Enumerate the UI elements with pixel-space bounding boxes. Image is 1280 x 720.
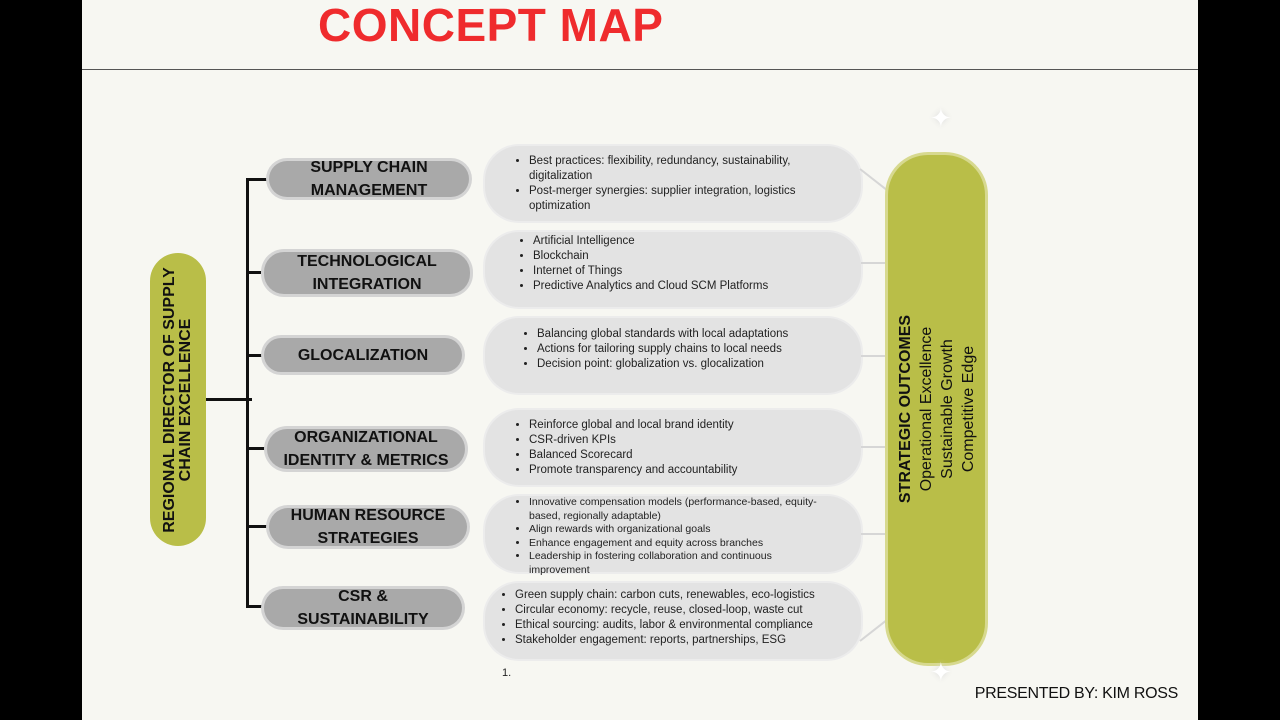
outcome-connector	[859, 618, 889, 642]
branch-tick-6	[246, 605, 264, 608]
list-item: • Decision point: globalization vs. glocalization	[537, 357, 861, 372]
footnote: 1.	[502, 667, 512, 679]
detail-box-csr-sustainability	[485, 583, 861, 659]
branch-tick-5	[246, 525, 270, 528]
bullet-list	[485, 232, 861, 294]
list-item: • Innovative compensation models (performance-based, equity-based, regionally adaptable)	[529, 496, 821, 523]
branch-label-line: STRATEGIES	[317, 530, 419, 547]
detail-box-glocalization	[485, 318, 861, 393]
root-node	[150, 253, 206, 546]
presenter-credit: PRESENTED BY: KIM ROSS	[974, 685, 1178, 702]
list-item: • Reinforce global and local brand identity	[529, 418, 861, 433]
bullet-list	[485, 583, 861, 648]
branch-pill-human-resource-strategies	[269, 508, 467, 546]
branch-label-line: IDENTITY & METRICS	[283, 452, 449, 469]
bullet-list	[485, 410, 861, 478]
branch-label-line: ORGANIZATIONAL	[294, 429, 438, 446]
list-item: • Circular economy: recycle, reuse, closed-loop, waste cut	[515, 603, 861, 618]
list-item: • Leadership in fostering collaboration and continuous improvement	[529, 550, 821, 577]
branch-label-line: MANAGEMENT	[310, 182, 428, 199]
outcomes-heading: STRATEGIC OUTCOMES	[896, 314, 914, 504]
detail-box-organizational-identity	[485, 410, 861, 485]
list-item: • Balanced Scorecard	[529, 448, 861, 463]
list-item: • Post-merger synergies: supplier integration, logistics optimization	[529, 184, 827, 214]
bullet-list	[485, 318, 861, 372]
slide	[82, 0, 1198, 720]
root-label: REGIONAL DIRECTOR OF SUPPLY CHAIN EXCELLENCE	[161, 266, 194, 533]
sparkle-icon: ✦	[930, 657, 952, 687]
detail-box-supply-chain-management	[485, 146, 861, 221]
title-divider	[82, 69, 1198, 70]
sparkle-icon: ✦	[930, 103, 952, 133]
list-item: • Green supply chain: carbon cuts, renewables, eco-logistics	[515, 588, 861, 603]
branch-tick-1	[246, 178, 270, 181]
branch-spine	[246, 178, 249, 606]
outcome-connector	[861, 262, 889, 264]
list-item: • Internet of Things	[533, 264, 861, 279]
detail-box-human-resource-strategies	[485, 496, 861, 576]
detail-box-technological-integration	[485, 232, 861, 307]
list-item: • Enhance engagement and equity across branches	[529, 537, 821, 551]
list-item: • Best practices: flexibility, redundancy, sustainability, digitalization	[529, 154, 827, 184]
branch-label-line: INTEGRATION	[312, 276, 422, 293]
branch-label-line: HUMAN RESOURCE	[290, 507, 446, 524]
branch-pill-csr-sustainability	[264, 589, 462, 627]
bullet-list	[485, 496, 861, 577]
branch-label-line: SUPPLY CHAIN	[310, 159, 428, 176]
branch-label-line: SUSTAINABILITY	[297, 611, 429, 628]
outcome-connector	[861, 446, 889, 448]
branch-label-line: TECHNOLOGICAL	[297, 253, 437, 270]
strategic-outcomes-text	[895, 229, 979, 589]
branch-tick-4	[246, 447, 268, 450]
branch-pill-organizational-identity	[267, 429, 465, 469]
bullet-list	[485, 146, 861, 214]
outcome-connector	[861, 355, 889, 357]
branch-tick-2	[246, 271, 264, 274]
list-item: • Balancing global standards with local adaptations	[537, 327, 861, 342]
list-item: • Blockchain	[533, 249, 861, 264]
list-item: • Ethical sourcing: audits, labor & environmental compliance	[515, 618, 861, 633]
list-item: • CSR-driven KPIs	[529, 433, 861, 448]
list-item: • Predictive Analytics and Cloud SCM Platforms	[533, 279, 861, 294]
list-item: • Stakeholder engagement: reports, partnerships, ESG	[515, 633, 861, 648]
page-title: CONCEPT MAP	[318, 0, 664, 51]
strategic-outcomes-node	[888, 155, 985, 663]
outcome-item: Sustainable Growth	[938, 339, 956, 479]
branch-pill-technological-integration	[264, 252, 470, 294]
branch-pill-supply-chain-management	[269, 161, 469, 197]
branch-label-line: GLOCALIZATION	[297, 346, 429, 364]
list-item: • Align rewards with organizational goals	[529, 523, 821, 537]
branch-pill-glocalization	[264, 338, 462, 372]
list-item: • Promote transparency and accountability	[529, 463, 861, 478]
branch-tick-3	[246, 354, 264, 357]
branch-label-line: CSR &	[338, 588, 388, 605]
outcome-connector	[859, 168, 889, 192]
outcome-connector	[861, 533, 889, 535]
list-item: • Artificial Intelligence	[533, 234, 861, 249]
outcome-item: Competitive Edge	[959, 345, 977, 473]
list-item: • Actions for tailoring supply chains to local needs	[537, 342, 861, 357]
outcome-item: Operational Excellence	[917, 326, 935, 492]
